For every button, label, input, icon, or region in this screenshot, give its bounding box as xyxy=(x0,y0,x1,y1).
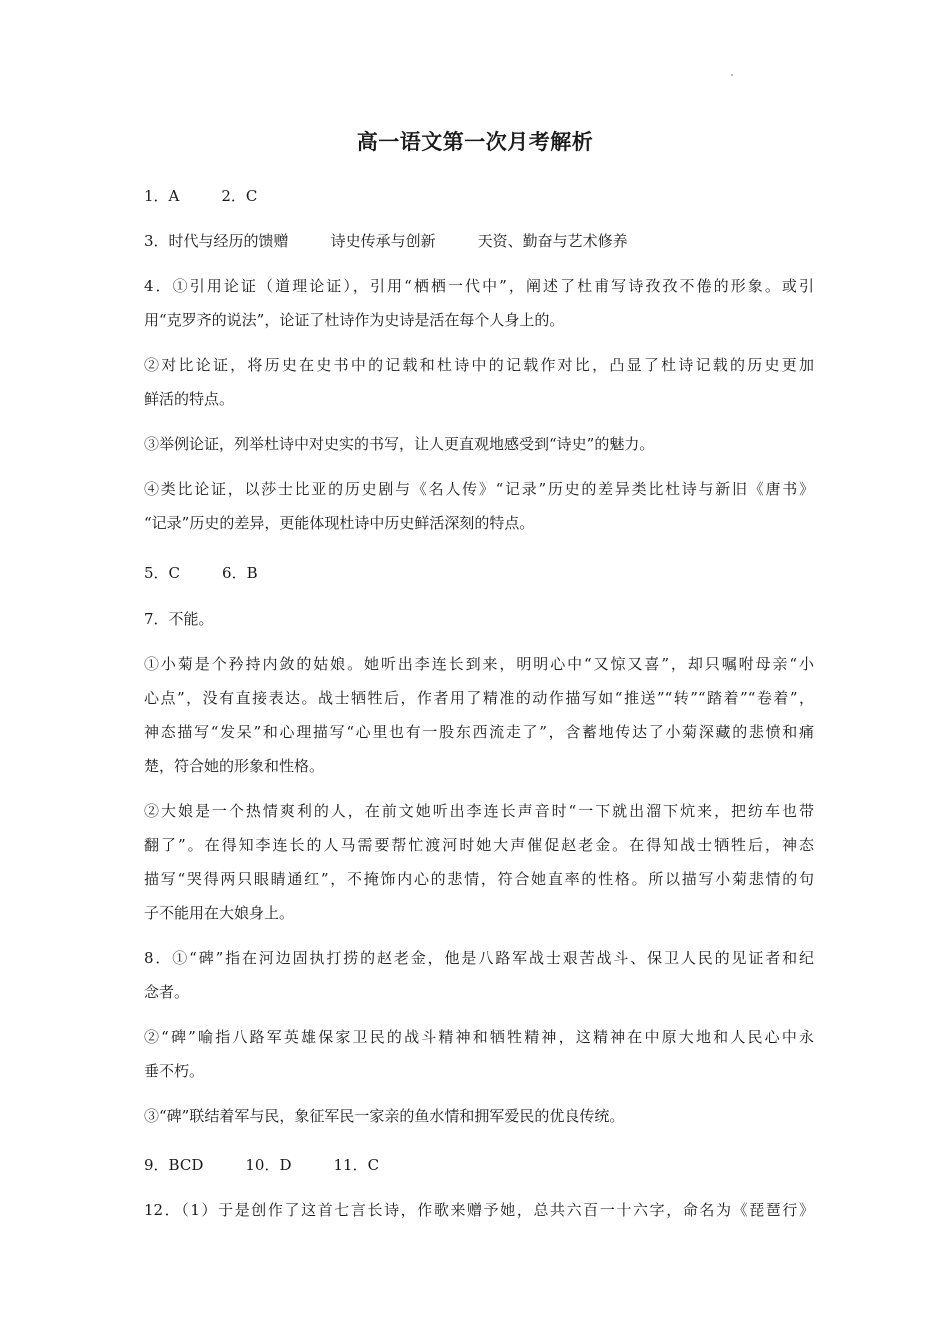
answer-1-2 xyxy=(144,186,814,206)
answer-4-line: 用“克罗齐的说法”，论证了杜诗作为史诗是活在每个人身上的。 xyxy=(144,311,565,329)
answer-7-line: 描写“哭得两只眼睛通红”，不掩饰内心的悲情，符合她直率的性格。所以描写小菊悲情的句 xyxy=(144,870,814,888)
scan-dot xyxy=(731,74,733,76)
answer-10: 10．D xyxy=(245,1156,292,1174)
answer-1: 1．A xyxy=(144,187,180,205)
answer-7-line: 7．不能。 xyxy=(144,610,214,628)
answer-3-b: 诗史传承与创新 xyxy=(330,232,436,250)
answer-3 xyxy=(144,231,814,251)
answer-8-line: ③“碑”联结着军与民，象征军民一家亲的鱼水情和拥军爱民的优良传统。 xyxy=(144,1107,625,1125)
answer-8-line: 8．①“碑”指在河边固执打捞的赵老金，他是八路军战士艰苦战斗、保卫人民的见证者和纪 xyxy=(144,949,814,967)
answer-8-line: ②“碑”喻指八路军英雄保家卫民的战斗精神和牺牲精神，这精神在中原大地和人民心中永 xyxy=(144,1028,814,1046)
answer-7-line: 楚，符合她的形象和性格。 xyxy=(144,757,325,775)
answer-12-line: 12．（1）于是创作了这首七言长诗，作歌来赠予她，总共六百一十六字，命名为《琵琶行》 xyxy=(144,1201,814,1219)
answer-11: 11．C xyxy=(333,1156,380,1174)
answer-6: 6．B xyxy=(222,564,258,582)
answer-7-line: ②大娘是一个热情爽利的人，在前文她听出李连长声音时“一下就出溜下炕来，把纺车也带 xyxy=(144,802,814,820)
answer-7-line: 翻了”。在得知李连长的人马需要帮忙渡河时她大声催促赵老金。在得知战士牺牲后，神态 xyxy=(144,836,814,854)
answer-7-line: ①小菊是个矜持内敛的姑娘。她听出李连长到来，明明心中“又惊又喜”，却只嘱咐母亲“小 xyxy=(144,655,814,673)
answer-3-num: 3． xyxy=(144,232,169,250)
answer-2: 2．C xyxy=(221,187,258,205)
answer-8-line: 垂不朽。 xyxy=(144,1062,205,1080)
answer-8-line: 念者。 xyxy=(144,983,190,1001)
page-title: 高一语文第一次月考解析 xyxy=(356,130,594,154)
answer-4-line: ②对比论证，将历史在史书中的记载和杜诗中的记载作对比，凸显了杜诗记载的历史更加 xyxy=(144,356,814,374)
answer-9: 9．BCD xyxy=(144,1156,204,1174)
answer-7-line: 心点”，没有直接表达。战士牺牲后，作者用了精准的动作描写如“推送”“转”“踏着”“卷着”， xyxy=(144,689,814,707)
answer-4-line: ④类比论证，以莎士比亚的历史剧与《名人传》“记录”历史的差异类比杜诗与新旧《唐书》 xyxy=(144,480,814,498)
answer-7-line: 子不能用在大娘身上。 xyxy=(144,904,295,922)
answer-9-11 xyxy=(144,1155,814,1175)
answer-4-line: 鲜活的特点。 xyxy=(144,390,235,408)
answer-4-line: 4．①引用论证（道理论证），引用“栖栖一代中”，阐述了杜甫写诗孜孜不倦的形象。或引 xyxy=(144,277,814,295)
answer-3-a: 时代与经历的馈赠 xyxy=(168,232,289,250)
answer-4-line: ③举例论证，列举杜诗中对史实的书写，让人更直观地感受到“诗史”的魅力。 xyxy=(144,435,655,453)
answer-7-line: 神态描写“发呆”和心理描写“心里也有一股东西流走了”，含蓄地传达了小菊深藏的悲愤和痛 xyxy=(144,723,814,741)
answer-4-line: “记录”历史的差异，更能体现杜诗中历史鲜活深刻的特点。 xyxy=(144,514,535,532)
answer-3-c: 天资、勤奋与艺术修养 xyxy=(477,232,628,250)
answer-5: 5．C xyxy=(144,564,181,582)
answer-5-6 xyxy=(144,563,814,583)
